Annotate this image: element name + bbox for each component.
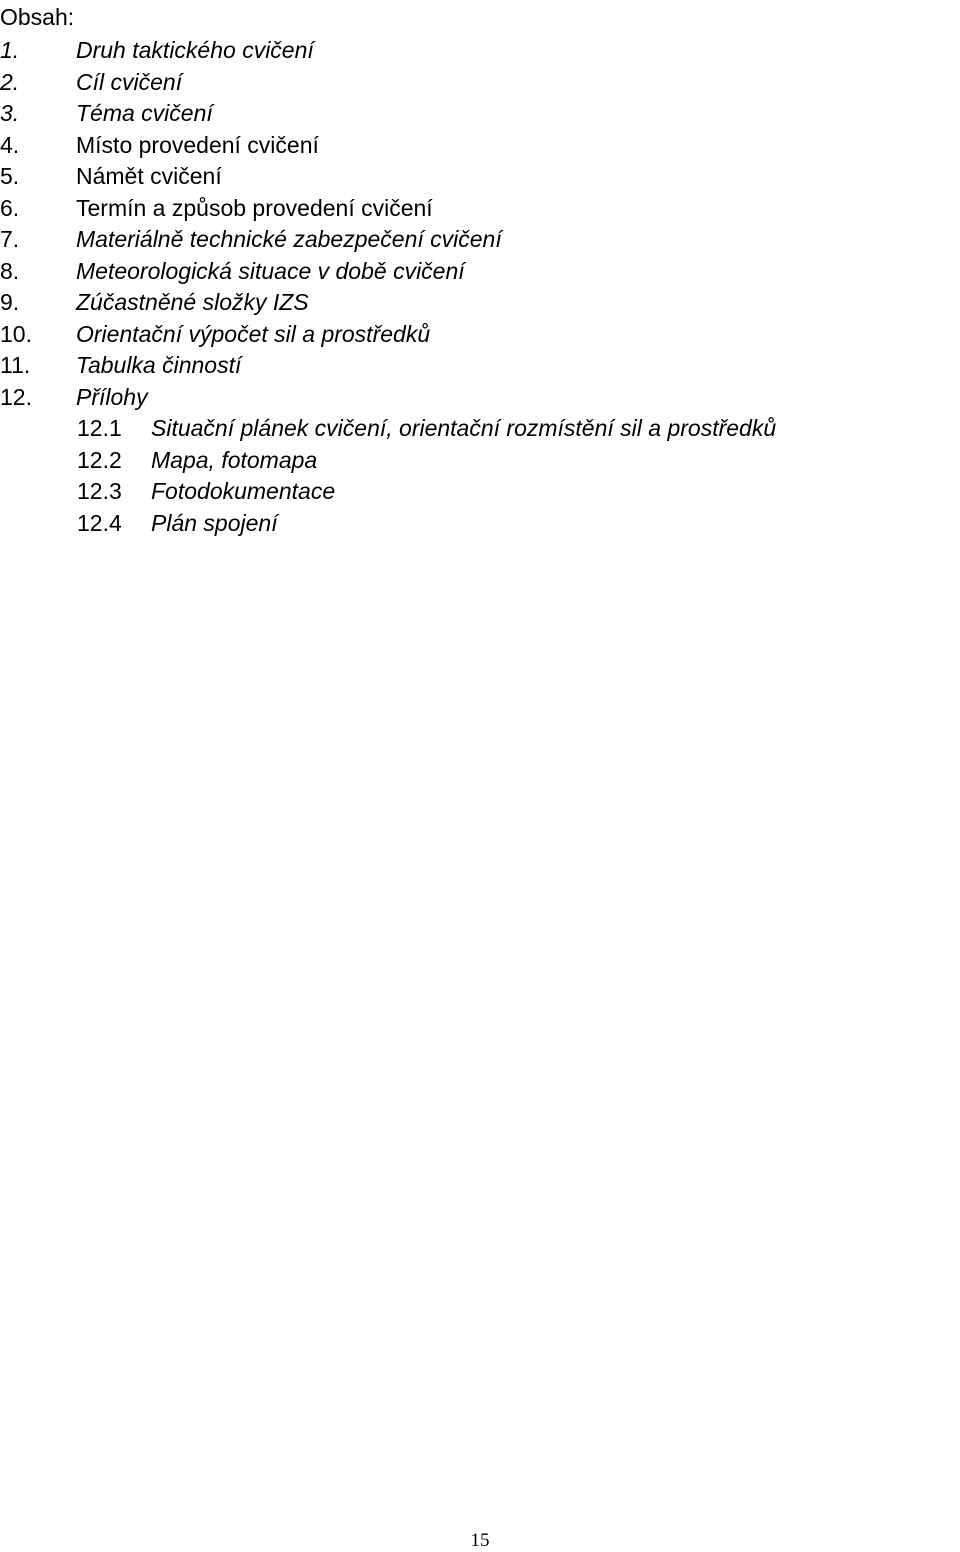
toc-item-number: 10.	[0, 320, 32, 347]
toc-subitem-text: Situační plánek cvičení, orientační rozmístění sil a prostředků	[151, 415, 777, 441]
toc-item-number: 7.	[0, 226, 20, 252]
toc-item-text: Druh taktického cvičení	[76, 37, 314, 63]
toc-item-text: Místo provedení cvičení	[76, 131, 319, 158]
toc-subitem-number: 12.2	[77, 446, 122, 473]
toc-item-number: 8.	[0, 257, 20, 284]
toc-item-number: 2.	[0, 68, 20, 95]
toc-item-text: Tabulka činností	[76, 352, 242, 378]
toc-item-text: Téma cvičení	[76, 100, 213, 126]
toc-item-number: 11.	[0, 352, 31, 378]
toc-subitem-text: Plán spojení	[151, 509, 278, 536]
toc-heading: Obsah:	[0, 4, 75, 30]
toc-item-text: Orientační výpočet sil a prostředků	[76, 320, 431, 347]
toc-item-number: 4.	[0, 131, 20, 158]
toc-item-text: Námět cvičení	[76, 163, 222, 189]
toc-item-text: Materiálně technické zabezpečení cvičení	[76, 226, 502, 252]
toc-item-text: Termín a způsob provedení cvičení	[76, 194, 433, 221]
toc-subitem-number: 12.3	[77, 478, 122, 504]
toc-item-number: 12.	[0, 383, 32, 410]
page-number: 15	[470, 1530, 490, 1551]
toc-subitem-text: Fotodokumentace	[151, 478, 336, 504]
toc-item-text: Meteorologická situace v době cvičení	[76, 257, 465, 284]
toc-item-number: 3.	[0, 100, 20, 126]
toc-item-number: 6.	[0, 194, 20, 221]
toc-item-number: 1.	[0, 37, 20, 63]
toc-item-number: 5.	[0, 163, 20, 189]
toc-subitem-number: 12.1	[77, 415, 122, 441]
toc-item-text: Cíl cvičení	[76, 68, 183, 95]
toc-item-number: 9.	[0, 289, 20, 315]
toc-subitem-number: 12.4	[77, 509, 122, 536]
toc-item-text: Zúčastněné složky IZS	[76, 289, 309, 315]
toc-subitem-text: Mapa, fotomapa	[151, 446, 318, 473]
toc-item-text: Přílohy	[76, 383, 148, 410]
